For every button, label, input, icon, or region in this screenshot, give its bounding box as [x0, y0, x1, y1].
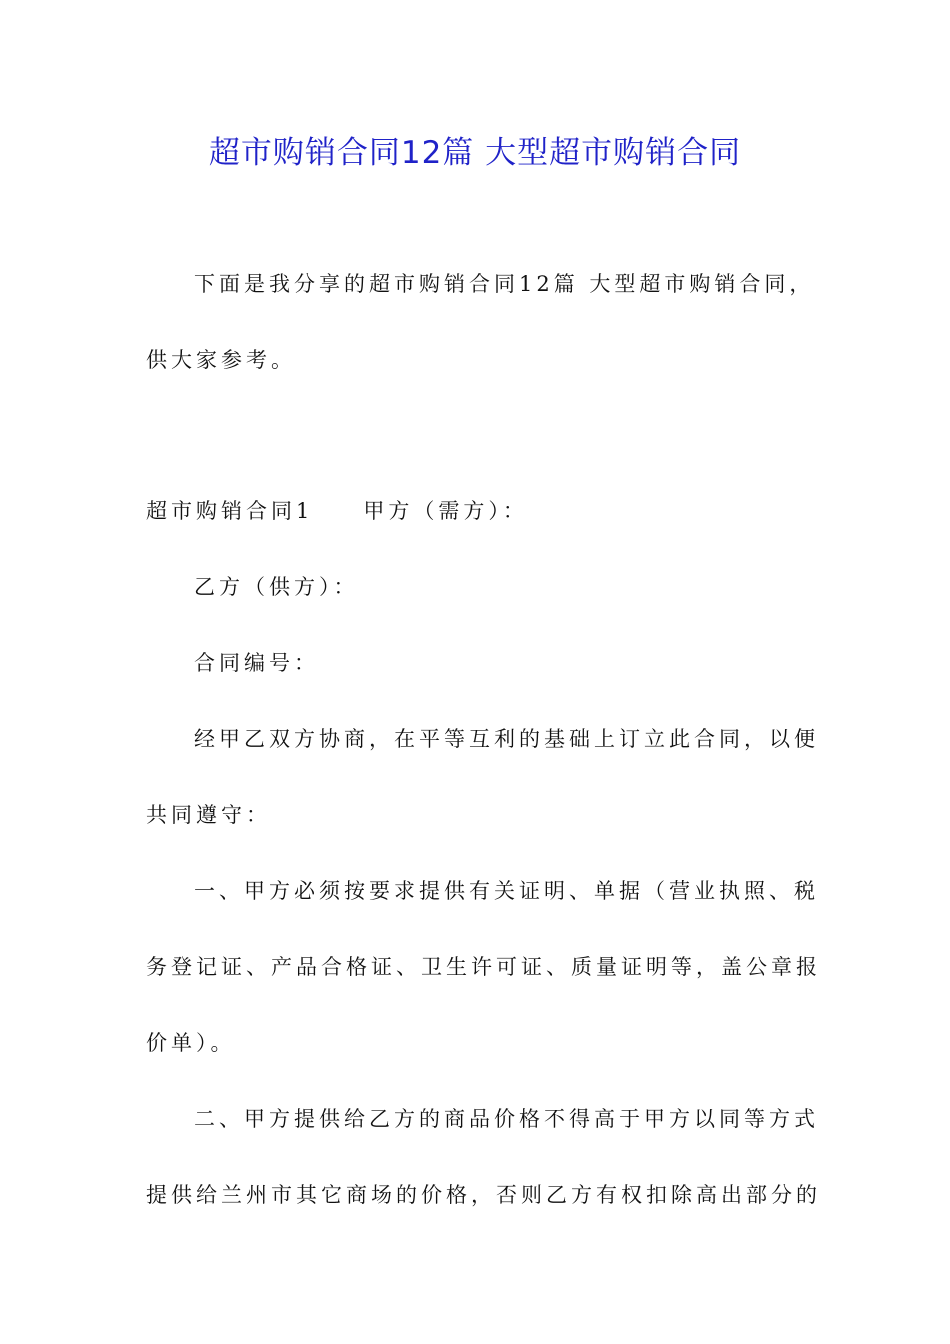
contract-number-line: 合同编号： [194, 651, 319, 675]
clause1-line-2: 务登记证、产品合格证、卫生许可证、质量证明等，盖公章报 [146, 955, 821, 979]
document-body [146, 246, 821, 1233]
intro-line-1: 下面是我分享的超市购销合同12篇 大型超市购销合同， [194, 272, 815, 296]
clause1-line-1: 一、甲方必须按要求提供有关证明、单据（营业执照、税 [194, 879, 819, 903]
clause2-line-1: 二、甲方提供给乙方的商品价格不得高于甲方以同等方式 [194, 1107, 819, 1131]
preamble-line-2: 共同遵守： [146, 803, 271, 827]
clause2-line-2: 提供给兰州市其它商场的价格，否则乙方有权扣除高出部分的 [146, 1183, 821, 1207]
document-title: 超市购销合同12篇 大型超市购销合同 [208, 135, 742, 171]
intro-line-2: 供大家参考。 [146, 348, 296, 372]
clause1-line-3: 价单）。 [146, 1031, 236, 1055]
section1-heading: 超市购销合同1 甲方（需方）： [146, 499, 528, 523]
preamble-line-1: 经甲乙双方协商，在平等互利的基础上订立此合同，以便 [194, 727, 819, 751]
party-b-line: 乙方（供方）： [194, 575, 359, 599]
paragraph-gap [146, 398, 806, 473]
